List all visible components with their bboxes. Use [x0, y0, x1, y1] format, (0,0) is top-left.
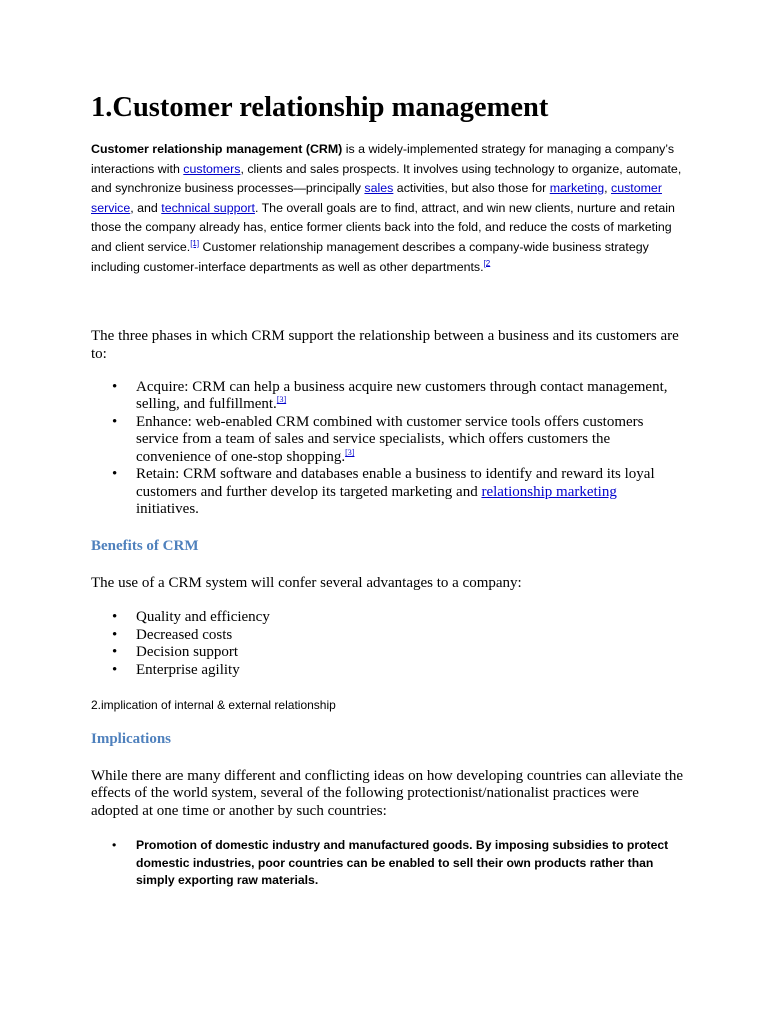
list-item-text: Acquire: CRM can help a business acquire new customers through contact management, selling, and fulfillment.: [136, 379, 668, 413]
link-technical-support[interactable]: technical support: [161, 200, 255, 215]
intro-text: is a widely-implemented strategy for managing a company’s interactions with: [91, 142, 675, 176]
intro-text: activities, but also those for: [393, 181, 550, 196]
benefits-list: [91, 609, 681, 679]
crm-term: Customer relationship management (CRM): [91, 142, 343, 156]
benefits-intro: The use of a CRM system will confer several advantages to a company:: [91, 575, 522, 591]
link-sales[interactable]: sales: [364, 181, 394, 196]
list-item-text: Enhance: web-enabled CRM combined with customer service tools offers customers service from a team of sales and service specialists, which offers customers the convenience of one-stop shopping.: [136, 414, 644, 465]
list-item: • Enterprise agility: [91, 662, 681, 680]
list-item: [91, 379, 681, 414]
implications-list: [91, 837, 683, 890]
reference-link[interactable]: [3]: [345, 447, 355, 457]
list-item: [91, 414, 681, 466]
phases-intro: The three phases in which CRM support the relationship between a business and its customers are to:: [91, 328, 679, 362]
list-item: [91, 466, 681, 518]
list-item: • Decision support: [91, 644, 681, 662]
list-item-text: Retain: CRM software and databases enable a business to identify and reward its loyal customers and further develop its targeted marketing and: [136, 466, 655, 500]
link-customer-service[interactable]: customer service: [91, 181, 662, 215]
intro-text: . The overall goals are to find, attract, and win new clients, nurture and retain those the company already has, entice former clients back into the fold, and reduce the costs of marketing and client service.: [91, 200, 675, 254]
intro-text: , and: [130, 200, 162, 215]
list-item: • Quality and efficiency: [91, 609, 681, 627]
intro-text: Customer relationship management describes a company-wide business strategy including customer-interface departments as well as other departments.: [91, 239, 649, 274]
intro-text: ,: [604, 181, 611, 196]
link-marketing[interactable]: marketing: [549, 181, 605, 196]
reference-link[interactable]: [2: [483, 258, 491, 268]
intro-paragraph: [91, 140, 683, 277]
implications-intro: While there are many different and conflicting ideas on how developing countries can alleviate the effects of the world system, several of the following protectionist/nationalist practices were adopted at one time or another by such countries:: [91, 768, 683, 819]
reference-link[interactable]: [3]: [276, 395, 287, 405]
link-customers[interactable]: customers: [183, 161, 241, 176]
reference-link[interactable]: [1]: [190, 238, 200, 248]
benefits-heading: Benefits of CRM: [91, 538, 199, 554]
link-relationship-marketing[interactable]: relationship marketing: [481, 483, 617, 500]
section-2-title: 2.implication of internal & external relationship: [91, 698, 336, 712]
list-item: • Promotion of domestic industry and manufactured goods. By imposing subsidies to protect domestic industries, poor countries can be enabled to sell their own products rather than simply exporting raw materials.: [91, 837, 683, 890]
implications-heading: Implications: [91, 731, 172, 747]
list-item-text: initiatives.: [136, 501, 199, 518]
phases-list: [91, 379, 681, 519]
intro-text: , clients and sales prospects. It involves using technology to organize, automate, and synchronize business processes—principally: [91, 161, 682, 196]
list-item: • Decreased costs: [91, 627, 681, 645]
page-title: 1.Customer relationship management: [91, 92, 549, 123]
